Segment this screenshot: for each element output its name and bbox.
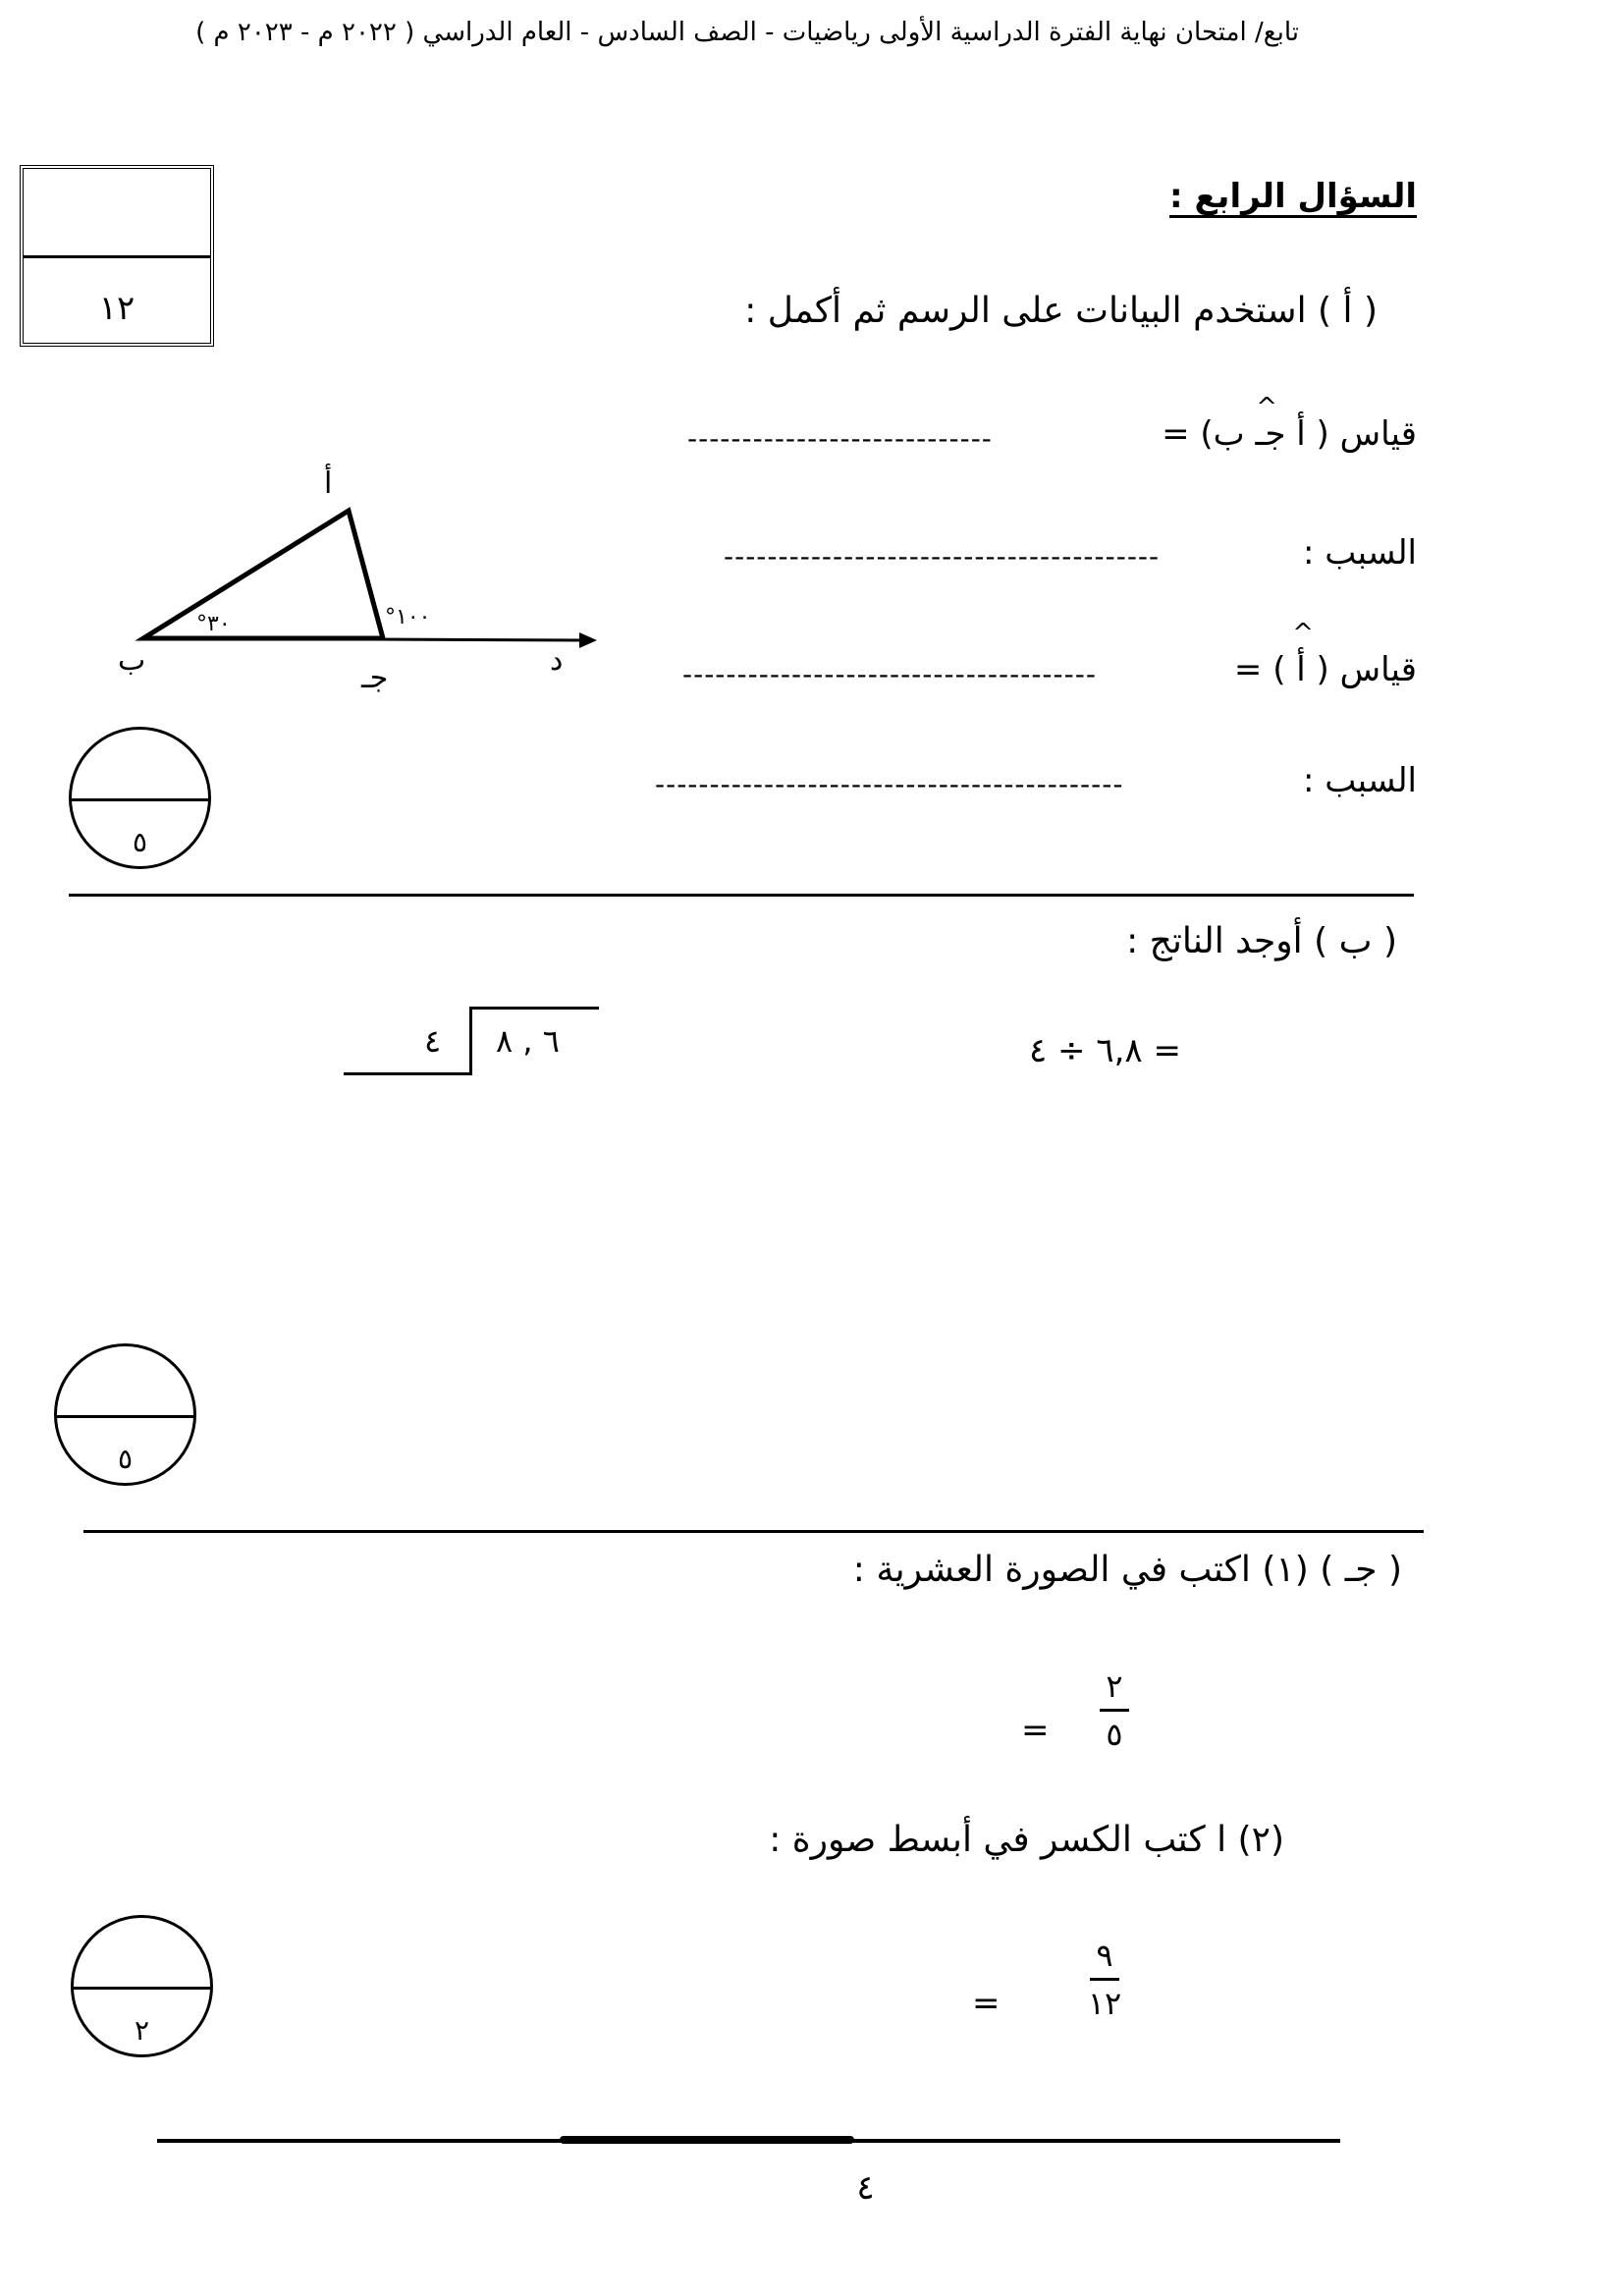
part-b-score: ٥ xyxy=(117,1443,134,1475)
equals-2: = xyxy=(972,1984,1001,2023)
section-divider-1 xyxy=(69,894,1414,897)
triangle-figure xyxy=(98,452,619,707)
part-c-prompt-2: (٢) ا كتب الكسر في أبسط صورة : xyxy=(769,1820,1284,1860)
reason-line-1[interactable]: ---------------------------------------- xyxy=(724,540,1161,573)
circle-divider xyxy=(57,1415,193,1418)
answer-line-1[interactable]: ---------------------------- xyxy=(687,422,993,455)
division-top-line xyxy=(469,1007,599,1010)
fraction-2-denominator: ١٢ xyxy=(1087,1985,1122,2022)
fraction-2-numerator: ٩ xyxy=(1096,1937,1113,1974)
fraction-2 xyxy=(1080,1937,1129,2022)
vertex-a: أ xyxy=(324,466,333,501)
circle-divider xyxy=(72,798,208,801)
hat-mark-1: ^ xyxy=(1256,393,1277,422)
question-title: السؤال الرابع : xyxy=(1169,177,1417,216)
score-box-divider xyxy=(24,255,210,258)
angle-b-value: °٣٠ xyxy=(196,612,231,636)
fraction-1-denominator: ٥ xyxy=(1106,1716,1123,1753)
part-c-score-circle xyxy=(71,1915,213,2057)
part-a-score-circle xyxy=(69,727,211,869)
total-score-box xyxy=(20,165,214,347)
part-c-score: ٢ xyxy=(134,2014,150,2047)
circle-divider xyxy=(74,1987,210,1990)
equals-1: = xyxy=(1021,1711,1050,1750)
fraction-1-numerator: ٢ xyxy=(1106,1667,1123,1705)
triangle-shape xyxy=(143,511,383,638)
total-score: ١٢ xyxy=(98,289,135,328)
quotient-line xyxy=(344,1072,471,1075)
answer-line-2[interactable]: -------------------------------------- xyxy=(682,658,1097,690)
divisor: ٤ xyxy=(424,1022,442,1060)
dividend: ٦ , ٨ xyxy=(496,1022,560,1060)
angle-exterior-value: °١٠٠ xyxy=(385,605,431,629)
hat-mark-2: ^ xyxy=(1292,619,1314,648)
division-expression: ٦,٨ ÷ ٤ = xyxy=(1028,1031,1181,1070)
part-a-score: ٥ xyxy=(132,826,148,858)
part-b-score-circle xyxy=(54,1343,196,1486)
angle-ajb-label: قياس ( أ جـ ب) = xyxy=(1162,414,1417,454)
fraction-1 xyxy=(1090,1667,1139,1753)
footer-line-thick xyxy=(560,2136,854,2144)
section-divider-2 xyxy=(83,1530,1424,1533)
page-number: ٤ xyxy=(856,2168,875,2208)
page-header: تابع/ امتحان نهاية الفترة الدراسية الأولى رياضيات - الصف السادس - العام الدراسي ( ٢٠٢٢ م - ٢٠٢٣ م ) xyxy=(195,18,1299,47)
ray-arrowhead xyxy=(579,632,597,648)
angle-a-label: قياس ( أ ) = xyxy=(1233,650,1417,689)
reason-line-2[interactable]: ------------------------------------------- xyxy=(655,768,1124,800)
part-a-prompt: ( أ ) استخدم البيانات على الرسم ثم أكمل : xyxy=(744,291,1378,331)
division-bar xyxy=(469,1007,472,1075)
reason-label-2: السبب : xyxy=(1302,761,1417,800)
vertex-d: د xyxy=(550,643,564,678)
part-c-prompt: ( جـ ) (١) اكتب في الصورة العشرية : xyxy=(852,1550,1402,1590)
fraction-1-bar xyxy=(1100,1709,1129,1712)
vertex-j: جـ xyxy=(361,661,389,695)
vertex-b: ب xyxy=(118,643,146,678)
reason-label-1: السبب : xyxy=(1302,533,1417,573)
long-division xyxy=(344,1007,599,1080)
part-b-prompt: ( ب ) أوجد الناتج : xyxy=(1126,921,1397,961)
fraction-2-bar xyxy=(1090,1978,1119,1981)
base-ray xyxy=(143,638,589,640)
